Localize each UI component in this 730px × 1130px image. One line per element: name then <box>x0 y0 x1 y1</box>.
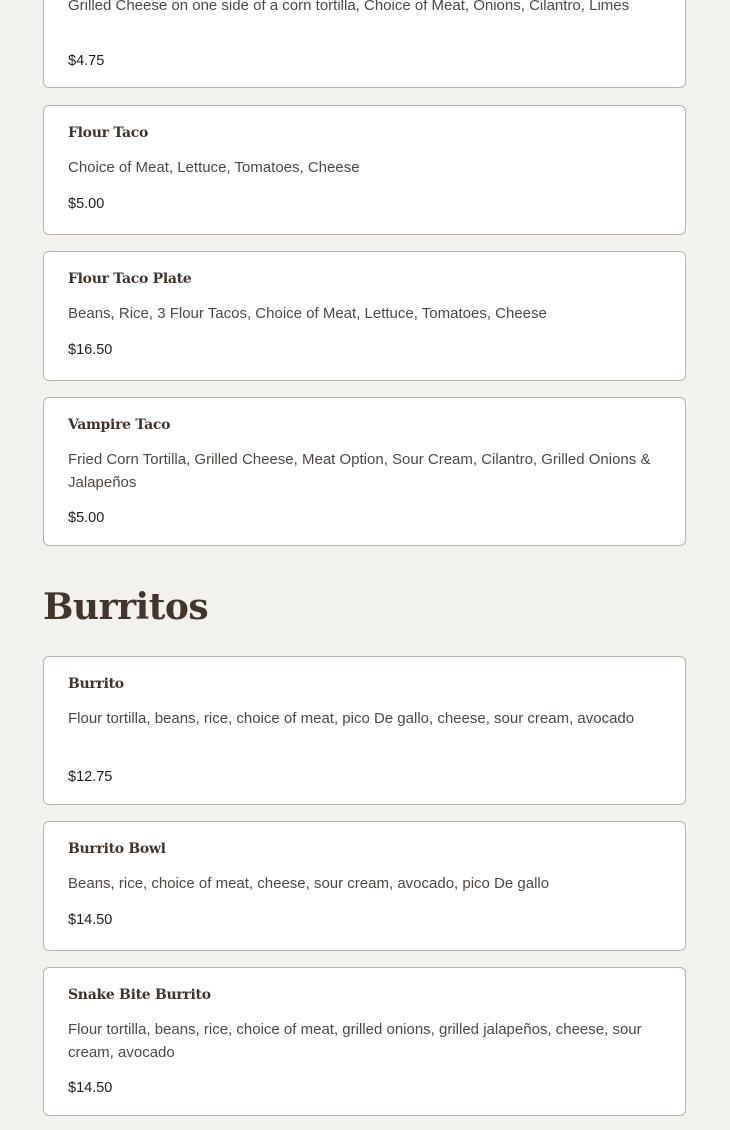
item-price: $16.50 <box>68 342 113 358</box>
item-description: Choice of Meat, Lettuce, Tomatoes, Cheese <box>68 159 360 176</box>
item-price: $5.00 <box>68 510 105 526</box>
item-price: $5.00 <box>68 196 105 212</box>
item-description: Beans, Rice, 3 Flour Tacos, Choice of Meat, Lettuce, Tomatoes, Cheese <box>68 305 547 322</box>
menu-item-card <box>43 251 686 381</box>
item-name: Flour Taco <box>68 125 149 141</box>
menu-item-card <box>43 656 686 805</box>
item-description: Grilled Cheese on one side of a corn tortilla, Choice of Meat, Onions, Cilantro, Limes <box>68 0 630 14</box>
item-price: $4.75 <box>68 53 105 69</box>
item-name: Flour Taco Plate <box>68 271 192 287</box>
menu-item-card <box>43 105 686 235</box>
item-price: $14.50 <box>68 1080 113 1096</box>
item-description: Beans, rice, choice of meat, cheese, sour cream, avocado, pico De gallo <box>68 875 550 892</box>
section-title-burritos: Burritos <box>43 586 209 628</box>
menu-item-card <box>43 397 686 546</box>
item-description: Fried Corn Tortilla, Grilled Cheese, Meat Option, Sour Cream, Cilantro, Grilled Onions & Jalapeños <box>68 451 651 491</box>
item-name: Vampire Taco <box>68 417 171 433</box>
item-price: $12.75 <box>68 769 113 785</box>
item-name: Burrito Bowl <box>68 841 166 857</box>
item-price: $14.50 <box>68 912 113 928</box>
item-name: Snake Bite Burrito <box>68 987 211 1003</box>
item-description: Flour tortilla, beans, rice, choice of meat, grilled onions, grilled jalapeños, cheese, sour cream, avocado <box>68 1021 642 1061</box>
menu-item-card <box>43 967 686 1116</box>
menu-item-card <box>43 821 686 951</box>
menu-item-card <box>43 0 686 88</box>
item-name: Burrito <box>68 676 124 692</box>
item-description: Flour tortilla, beans, rice, choice of meat, pico De gallo, cheese, sour cream, avocado <box>68 710 635 727</box>
